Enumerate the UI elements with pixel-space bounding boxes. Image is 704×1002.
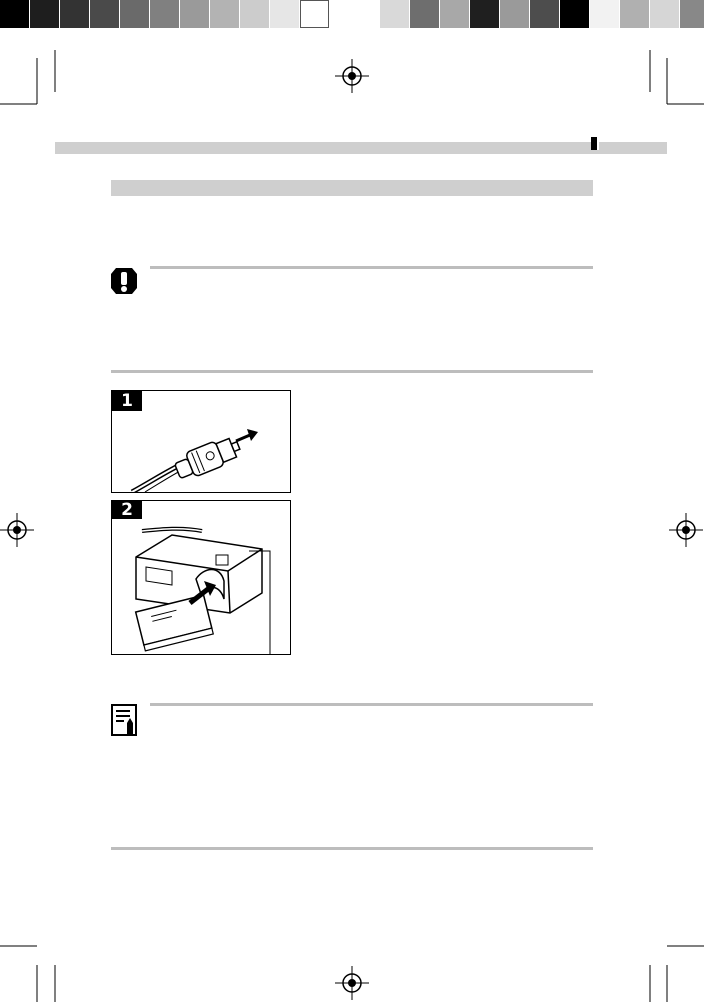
section-heading-bar <box>111 180 593 196</box>
battery-charger-insert-illustration <box>112 501 290 654</box>
car-plug-unplug-illustration <box>112 391 290 492</box>
registration-mark-bottom-icon <box>335 966 369 1000</box>
note-rule <box>150 703 593 706</box>
figure-2-box <box>111 500 291 655</box>
figure-2-number: 2 <box>112 501 142 519</box>
bottom-divider <box>111 847 593 850</box>
exclamation-caution-icon <box>110 266 138 296</box>
header-tab-marker <box>591 137 599 150</box>
registration-mark-top-icon <box>335 59 369 93</box>
caution-rule <box>150 266 593 269</box>
registration-mark-left-icon <box>0 513 34 547</box>
figure-1-box <box>111 390 291 493</box>
figure-1-number: 1 <box>112 391 142 411</box>
memo-note-icon <box>111 704 137 736</box>
page-header-bar <box>55 142 667 154</box>
registration-mark-right-icon <box>669 513 703 547</box>
procedure-divider <box>111 370 593 373</box>
